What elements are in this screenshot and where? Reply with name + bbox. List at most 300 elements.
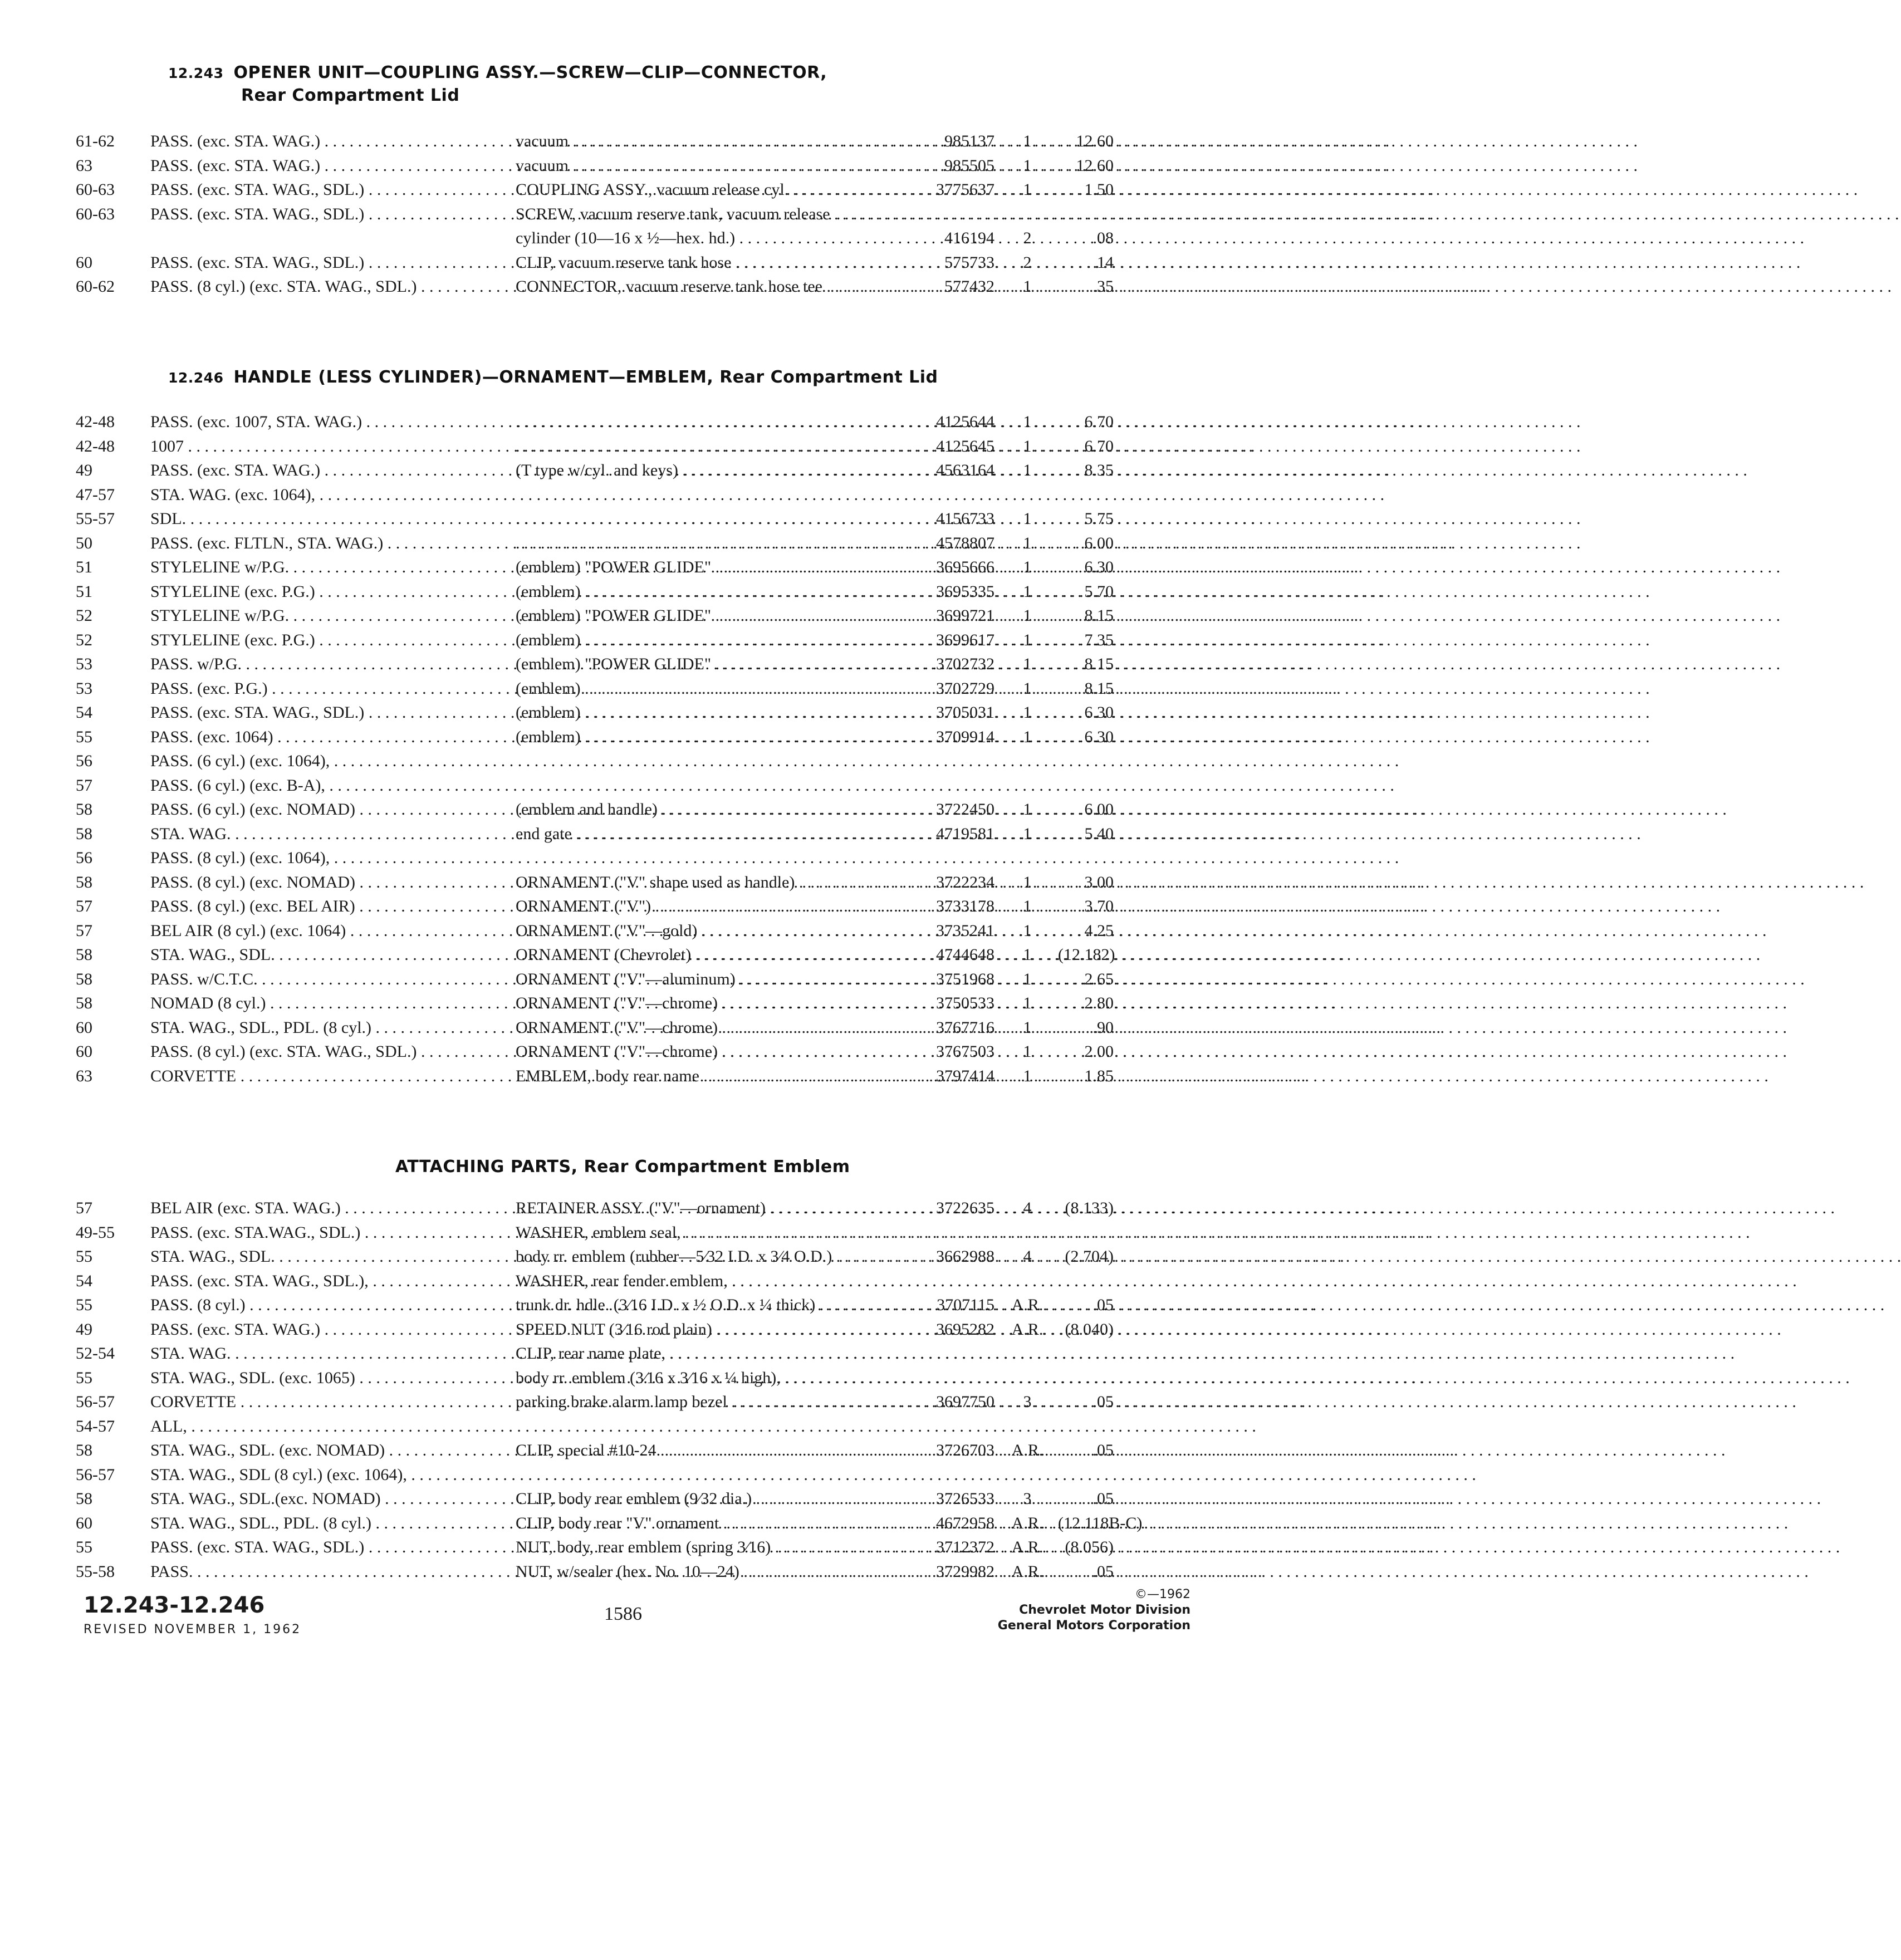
- row-years: 56: [76, 752, 92, 770]
- row-part-number: 3722234: [936, 873, 994, 891]
- row-part-number: 3767503: [936, 1042, 994, 1061]
- row-part-number: 3699617: [936, 630, 994, 649]
- row-years: 42-48: [76, 437, 115, 455]
- row-model: PASS. (exc. STA. WAG.) . . .: [150, 459, 493, 482]
- row-part-number: 4563164: [936, 461, 994, 479]
- row-price: 5.70: [1084, 582, 1114, 601]
- table-row: [0, 920, 1408, 942]
- row-price: .05: [1092, 1296, 1114, 1314]
- row-years: 60: [76, 1018, 92, 1037]
- row-model: STA. WAG., SDL. . . .: [150, 1246, 493, 1268]
- row-years: 55: [76, 727, 92, 746]
- row-part-number: 3750533: [936, 994, 994, 1012]
- row-model: PASS. (exc. STA. WAG.) . . .: [150, 130, 493, 153]
- table-row: [0, 435, 1408, 458]
- row-part-number: 3775637: [936, 180, 994, 199]
- row-model: PASS. (exc. STA. WAG., SDL.) . . .: [150, 1536, 493, 1559]
- table-row: [0, 508, 1408, 530]
- row-part-number: 416194: [944, 229, 994, 247]
- section-title: HANDLE (LESS CYLINDER)—ORNAMENT—EMBLEM, Rear Compartment Lid: [233, 367, 938, 387]
- row-quantity: A.R.: [1011, 1538, 1043, 1556]
- row-price: 7.35: [1084, 630, 1114, 649]
- row-model: PASS. (8 cyl.) (exc. STA. WAG., SDL.) . . .: [150, 276, 493, 298]
- row-years: 58: [76, 873, 92, 891]
- table-row: [0, 1464, 1408, 1486]
- table-row: [0, 227, 1408, 249]
- row-model: STA. WAG., SDL. (exc. 1065) . . .: [150, 1367, 493, 1389]
- table-row: [0, 798, 1408, 821]
- row-years: 55-58: [76, 1562, 115, 1581]
- row-price: .05: [1092, 1441, 1114, 1459]
- row-description: (emblem) . . .: [516, 678, 905, 700]
- table-row: [0, 130, 1408, 153]
- row-part-number: 3767716: [936, 1018, 994, 1037]
- row-price: .35: [1092, 277, 1114, 296]
- row-model: STA. WAG. . . .: [150, 1342, 493, 1365]
- row-price: 12.60: [1076, 156, 1114, 175]
- row-model: STYLELINE w/P.G. . . .: [150, 556, 493, 579]
- row-years: 47-57: [76, 485, 115, 504]
- row-quantity: 3: [1023, 1393, 1032, 1411]
- row-price: (8.133): [1065, 1199, 1114, 1217]
- section-12-243-heading: [168, 63, 827, 105]
- row-description: CLIP, rear name plate, . . .: [516, 1342, 905, 1365]
- row-part-number: 3726533: [936, 1489, 994, 1508]
- row-quantity: 1: [1023, 582, 1032, 601]
- row-price: .05: [1092, 1489, 1114, 1508]
- section-number: 12.243: [168, 65, 224, 81]
- row-part-number: 4719581: [936, 824, 994, 843]
- row-description: SPEED NUT (3⁄16 rod plain) . . .: [516, 1319, 905, 1341]
- row-description: CLIP, body rear "V" ornament . . .: [516, 1512, 905, 1535]
- row-price: (8.040): [1065, 1320, 1114, 1339]
- table-row: [0, 1561, 1408, 1583]
- row-model: STA. WAG., SDL.(exc. NOMAD) . . .: [150, 1488, 493, 1510]
- row-model: STA. WAG., SDL., PDL. (8 cyl.) . . .: [150, 1512, 493, 1535]
- row-years: 57: [76, 921, 92, 940]
- row-quantity: A.R.: [1011, 1441, 1043, 1459]
- row-price: 6.00: [1084, 533, 1114, 552]
- row-description: ORNAMENT ("V"—chrome) . . .: [516, 1041, 905, 1063]
- row-model: STA. WAG. . . .: [150, 823, 493, 845]
- row-quantity: 4: [1023, 1199, 1032, 1217]
- row-part-number: 3697750: [936, 1393, 994, 1411]
- row-quantity: 1: [1023, 413, 1032, 431]
- row-years: 60: [76, 1513, 92, 1532]
- table-row: [0, 629, 1408, 651]
- row-price: .05: [1092, 1393, 1114, 1411]
- row-model: PASS. (6 cyl.) (exc. NOMAD) . . .: [150, 798, 493, 821]
- row-price: 2.65: [1084, 969, 1114, 988]
- table-row: [0, 1017, 1408, 1039]
- row-quantity: 1: [1023, 156, 1032, 175]
- row-years: 58: [76, 994, 92, 1012]
- row-part-number: 3699721: [936, 606, 994, 625]
- row-years: 49: [76, 461, 92, 479]
- row-model: PASS. (8 cyl.) (exc. STA. WAG., SDL.) . . .: [150, 1041, 493, 1063]
- row-model: PASS. (exc. STA. WAG., SDL.) . . .: [150, 203, 493, 226]
- row-years: 60-62: [76, 277, 115, 296]
- table-row: [0, 653, 1408, 675]
- row-part-number: 3735241: [936, 921, 994, 940]
- row-description: body rr. emblem (rubber—5⁄32 I.D. x 3⁄4 O.D.) . . .: [516, 1246, 905, 1268]
- row-price: 3.00: [1084, 873, 1114, 891]
- table-row: [0, 155, 1408, 177]
- row-years: 56: [76, 849, 92, 867]
- row-price: 12.60: [1076, 132, 1114, 150]
- row-model: PASS. (8 cyl.) (exc. BEL AIR) . . .: [150, 895, 493, 918]
- row-quantity: 1: [1023, 873, 1032, 891]
- row-model: PASS. (6 cyl.) (exc. B-A), . . .: [150, 775, 493, 797]
- row-years: 49-55: [76, 1223, 115, 1242]
- row-description: NUT, w/sealer (hex. No. 10—24) . . .: [516, 1561, 905, 1583]
- row-model: STYLELINE (exc. P.G.) . . .: [150, 581, 493, 603]
- row-years: 54: [76, 1271, 92, 1290]
- row-price: (12.182): [1058, 945, 1115, 964]
- section-title: ATTACHING PARTS, Rear Compartment Emblem: [395, 1157, 850, 1177]
- table-row: [0, 992, 1408, 1015]
- row-model: NOMAD (8 cyl.) . . .: [150, 992, 493, 1015]
- row-years: 54-57: [76, 1417, 115, 1435]
- row-price: 8.15: [1084, 606, 1114, 625]
- row-quantity: 1: [1023, 703, 1032, 722]
- row-model: STA. WAG., SDL (8 cyl.) (exc. 1064), . . .: [150, 1464, 493, 1486]
- row-years: 58: [76, 1489, 92, 1508]
- row-quantity: 1: [1023, 509, 1032, 528]
- row-price: 6.70: [1084, 413, 1114, 431]
- table-row: [0, 556, 1408, 579]
- row-description: COUPLING ASSY., vacuum release cyl. . . .: [516, 179, 905, 201]
- table-row: [0, 1041, 1408, 1063]
- row-model: PASS. (exc. FLTLN., STA. WAG.) . . .: [150, 532, 493, 555]
- row-description: (emblem) "POWER GLIDE" . . .: [516, 653, 905, 675]
- row-model: STYLELINE (exc. P.G.) . . .: [150, 629, 493, 651]
- row-part-number: 3751968: [936, 969, 994, 988]
- table-row: [0, 532, 1408, 555]
- row-years: 58: [76, 800, 92, 819]
- row-quantity: 1: [1023, 679, 1032, 698]
- table-row: [0, 203, 1408, 226]
- table-row: [0, 871, 1408, 894]
- table-row: [0, 252, 1408, 274]
- row-years: 60-63: [76, 204, 115, 223]
- row-quantity: 1: [1023, 180, 1032, 199]
- row-quantity: 1: [1023, 994, 1032, 1012]
- row-quantity: 1: [1023, 945, 1032, 964]
- row-years: 58: [76, 969, 92, 988]
- row-years: 42-48: [76, 413, 115, 431]
- table-row: [0, 484, 1408, 506]
- table-row: [0, 1439, 1408, 1462]
- row-quantity: A.R.: [1011, 1320, 1043, 1339]
- row-years: 63: [76, 1066, 92, 1085]
- row-description: RETAINER ASSY. ("V"—ornament) . . .: [516, 1197, 905, 1219]
- row-model: PASS. (exc. STA. WAG., SDL.) . . .: [150, 179, 493, 201]
- row-years: 55-57: [76, 509, 115, 528]
- row-description: ORNAMENT ("V") . . .: [516, 895, 905, 918]
- table-row: [0, 726, 1408, 748]
- row-quantity: 3: [1023, 1489, 1032, 1508]
- row-years: 52: [76, 606, 92, 625]
- row-price: 2.00: [1084, 1042, 1114, 1061]
- section-title: OPENER UNIT—COUPLING ASSY.—SCREW—CLIP—CONNECTOR,: [233, 63, 827, 82]
- row-model: PASS. . . .: [150, 1561, 493, 1583]
- row-quantity: 1: [1023, 277, 1032, 296]
- row-description: cylinder (10—16 x ½—hex. hd.) . . .: [516, 227, 905, 249]
- row-description: NUT, body, rear emblem (spring 3⁄16) . . .: [516, 1536, 905, 1559]
- row-price: .08: [1092, 229, 1114, 247]
- row-quantity: 1: [1023, 1066, 1032, 1085]
- table-row: [0, 276, 1408, 298]
- row-price: 6.30: [1084, 727, 1114, 746]
- row-model: PASS. (exc. 1007, STA. WAG.) . . .: [150, 411, 493, 433]
- row-description: (emblem) . . .: [516, 702, 905, 724]
- row-description: CLIP, body rear emblem (9⁄32 dia.) . . .: [516, 1488, 905, 1510]
- row-model: PASS. (exc. STA. WAG., SDL.) . . .: [150, 702, 493, 724]
- row-quantity: 1: [1023, 533, 1032, 552]
- row-description: ORNAMENT ("V"—aluminum) . . .: [516, 968, 905, 991]
- row-model: PASS. (exc. 1064) . . .: [150, 726, 493, 748]
- row-years: 55: [76, 1368, 92, 1387]
- row-price: 8.35: [1084, 461, 1114, 479]
- corporation-line: General Motors Corporation: [997, 1619, 1190, 1633]
- row-part-number: 3695282: [936, 1320, 994, 1339]
- row-part-number: 577432: [944, 277, 994, 296]
- row-part-number: 3707115: [937, 1296, 994, 1314]
- row-years: 52: [76, 630, 92, 649]
- table-row: [0, 1391, 1408, 1413]
- row-description: (emblem and handle) . . .: [516, 798, 905, 821]
- row-price: 8.15: [1084, 679, 1114, 698]
- row-years: 49: [76, 1320, 92, 1339]
- row-price: 6.30: [1084, 558, 1114, 576]
- row-price: .90: [1092, 1018, 1114, 1037]
- row-model: STA. WAG., SDL., PDL. (8 cyl.) . . .: [150, 1017, 493, 1039]
- row-model: PASS. (exc. STA. WAG., SDL.), . . .: [150, 1270, 493, 1292]
- row-part-number: 3702729: [936, 679, 994, 698]
- row-part-number: 3695335: [936, 582, 994, 601]
- page-number: 1586: [604, 1604, 642, 1624]
- row-quantity: 1: [1023, 727, 1032, 746]
- row-description: end gate . . .: [516, 823, 905, 845]
- section-12-246-heading: [168, 367, 938, 387]
- row-quantity: 1: [1023, 969, 1032, 988]
- row-quantity: 1: [1023, 132, 1032, 150]
- row-model: BEL AIR (8 cyl.) (exc. 1064) . . .: [150, 920, 493, 942]
- row-part-number: 3712372: [936, 1538, 994, 1556]
- table-row: [0, 1246, 1408, 1268]
- table-row: [0, 1367, 1408, 1389]
- row-part-number: 3733178: [936, 897, 994, 915]
- row-years: 56-57: [76, 1465, 115, 1484]
- row-years: 54: [76, 703, 92, 722]
- table-row: [0, 581, 1408, 603]
- row-description: (T type w/cyl. and keys) . . .: [516, 459, 905, 482]
- row-part-number: 3726703: [936, 1441, 994, 1459]
- row-model: ALL, . . .: [150, 1415, 493, 1438]
- row-years: 56-57: [76, 1393, 115, 1411]
- attaching-parts-heading: [395, 1157, 850, 1177]
- row-years: 60: [76, 1042, 92, 1061]
- row-description: vacuum . . .: [516, 155, 905, 177]
- row-description: ORNAMENT ("V"—chrome) . . .: [516, 1017, 905, 1039]
- row-description: ORNAMENT ("V"—gold) . . .: [516, 920, 905, 942]
- row-description: (emblem) . . .: [516, 726, 905, 748]
- row-part-number: 4125645: [936, 437, 994, 455]
- row-description: WASHER, emblem seal, . . .: [516, 1222, 905, 1244]
- table-row: [0, 750, 1408, 772]
- table-row: [0, 847, 1408, 869]
- table-row: [0, 823, 1408, 845]
- row-years: 53: [76, 655, 92, 673]
- row-years: 55: [76, 1538, 92, 1556]
- row-years: 60-63: [76, 180, 115, 199]
- row-quantity: 1: [1023, 824, 1032, 843]
- row-price: 8.15: [1084, 655, 1114, 673]
- row-years: 57: [76, 1199, 92, 1217]
- row-model: BEL AIR (exc. STA. WAG.) . . .: [150, 1197, 493, 1219]
- row-description: [516, 508, 905, 530]
- row-years: 55: [76, 1247, 92, 1266]
- row-model: STA. WAG. (exc. 1064), . . .: [150, 484, 493, 506]
- section-subtitle: Rear Compartment Lid: [241, 86, 460, 105]
- row-part-number: 4744648: [936, 945, 994, 964]
- row-description: [516, 532, 905, 555]
- row-part-number: 3722450: [936, 800, 994, 819]
- row-description: (emblem) "POWER GLIDE" . . .: [516, 605, 905, 627]
- row-quantity: 1: [1023, 437, 1032, 455]
- table-row: [0, 179, 1408, 201]
- row-years: 61-62: [76, 132, 115, 150]
- row-part-number: 3662988: [936, 1247, 994, 1266]
- row-model: PASS. (exc. STA. WAG., SDL.) . . .: [150, 252, 493, 274]
- row-model: CORVETTE . . .: [150, 1391, 493, 1413]
- row-quantity: A.R.: [1011, 1513, 1043, 1532]
- footer-copyright-block: [998, 1587, 1190, 1634]
- copyright-line: ©—1962: [1135, 1587, 1190, 1601]
- row-price: .05: [1092, 1562, 1114, 1581]
- table-row: [0, 1294, 1408, 1316]
- row-part-number: 4125644: [936, 413, 994, 431]
- row-part-number: 3705031: [936, 703, 994, 722]
- table-row: [0, 1512, 1408, 1535]
- table-row: [0, 1270, 1408, 1292]
- row-description: [516, 411, 905, 433]
- row-price: 6.70: [1084, 437, 1114, 455]
- row-quantity: 1: [1023, 897, 1032, 915]
- row-description: (emblem) . . .: [516, 581, 905, 603]
- row-price: 5.75: [1084, 509, 1114, 528]
- row-years: 57: [76, 897, 92, 915]
- row-price: (2.704): [1065, 1247, 1114, 1266]
- row-part-number: 3695666: [936, 558, 994, 576]
- row-years: 51: [76, 582, 92, 601]
- row-model: CORVETTE . . .: [150, 1065, 493, 1087]
- row-quantity: 1: [1023, 461, 1032, 479]
- table-row: [0, 411, 1408, 433]
- row-price: (8.056): [1065, 1538, 1114, 1556]
- division-line: Chevrolet Motor Division: [1019, 1603, 1190, 1617]
- row-quantity: 2: [1023, 253, 1032, 272]
- row-price: 5.40: [1084, 824, 1114, 843]
- row-description: [516, 435, 905, 458]
- table-row: [0, 678, 1408, 700]
- row-years: 58: [76, 1441, 92, 1459]
- row-quantity: 1: [1023, 1018, 1032, 1037]
- row-description: SCREW, vacuum reserve tank, vacuum release . . .: [516, 203, 905, 226]
- row-description: body rr. emblem (3⁄16 x 3⁄16 x ¼ high), . . .: [516, 1367, 905, 1389]
- row-model: PASS. (6 cyl.) (exc. 1064), . . .: [150, 750, 493, 772]
- row-description: (emblem) "POWER GLIDE" . . .: [516, 556, 905, 579]
- table-row: [0, 1197, 1408, 1219]
- row-price: 6.30: [1084, 703, 1114, 722]
- row-part-number: 3709914: [936, 727, 994, 746]
- row-model: PASS. (exc. STA. WAG.) . . .: [150, 155, 493, 177]
- table-row: [0, 1488, 1408, 1510]
- row-description: vacuum . . .: [516, 130, 905, 153]
- row-price: 6.00: [1084, 800, 1114, 819]
- table-row: [0, 1536, 1408, 1559]
- row-description: ORNAMENT (Chevrolet) . . .: [516, 944, 905, 966]
- row-years: 63: [76, 156, 92, 175]
- row-model: PASS. (exc. P.G.) . . .: [150, 678, 493, 700]
- row-model: PASS. (8 cyl.) (exc. NOMAD) . . .: [150, 871, 493, 894]
- row-quantity: A.R.: [1011, 1296, 1043, 1314]
- footer-revised-date: REVISED NOVEMBER 1, 1962: [84, 1623, 302, 1636]
- table-row: [0, 1319, 1408, 1341]
- row-price: (12.118B-C): [1058, 1513, 1143, 1532]
- row-description: EMBLEM, body rear name . . .: [516, 1065, 905, 1087]
- row-price: 4.25: [1084, 921, 1114, 940]
- row-model: PASS. (8 cyl.) . . .: [150, 1294, 493, 1316]
- row-price: 3.70: [1084, 897, 1114, 915]
- row-years: 51: [76, 558, 92, 576]
- row-model: PASS. w/C.T.C. . . .: [150, 968, 493, 991]
- table-row: [0, 895, 1408, 918]
- row-model: 1007 . . .: [150, 435, 493, 458]
- row-price: 1.50: [1084, 180, 1114, 199]
- row-quantity: 1: [1023, 630, 1032, 649]
- row-part-number: 3722635: [936, 1199, 994, 1217]
- row-years: 60: [76, 253, 92, 272]
- row-part-number: 3702732: [936, 655, 994, 673]
- row-price: 2.80: [1084, 994, 1114, 1012]
- table-row: [0, 1065, 1408, 1087]
- row-model: PASS. w/P.G. . . .: [150, 653, 493, 675]
- table-row: [0, 605, 1408, 627]
- table-row: [0, 1415, 1408, 1438]
- row-quantity: 4: [1023, 1247, 1032, 1266]
- row-part-number: 985505: [944, 156, 994, 175]
- table-row: [0, 968, 1408, 991]
- row-model: STYLELINE w/P.G. . . .: [150, 605, 493, 627]
- row-description: ORNAMENT ("V"—chrome) . . .: [516, 992, 905, 1015]
- row-quantity: 1: [1023, 800, 1032, 819]
- table-row: [0, 702, 1408, 724]
- row-part-number: 3729982: [936, 1562, 994, 1581]
- row-years: 57: [76, 776, 92, 795]
- row-price: .14: [1092, 253, 1114, 272]
- row-model: PASS. (8 cyl.) (exc. 1064), . . .: [150, 847, 493, 869]
- table-row: [0, 459, 1408, 482]
- row-part-number: 985137: [944, 132, 994, 150]
- row-description: CONNECTOR, vacuum reserve tank hose tee . . .: [516, 276, 905, 298]
- row-description: (emblem) . . .: [516, 629, 905, 651]
- row-quantity: A.R.: [1011, 1562, 1043, 1581]
- row-description: WASHER, rear fender emblem, . . .: [516, 1270, 905, 1292]
- table-row: [0, 1222, 1408, 1244]
- row-description: CLIP, vacuum reserve tank hose . . .: [516, 252, 905, 274]
